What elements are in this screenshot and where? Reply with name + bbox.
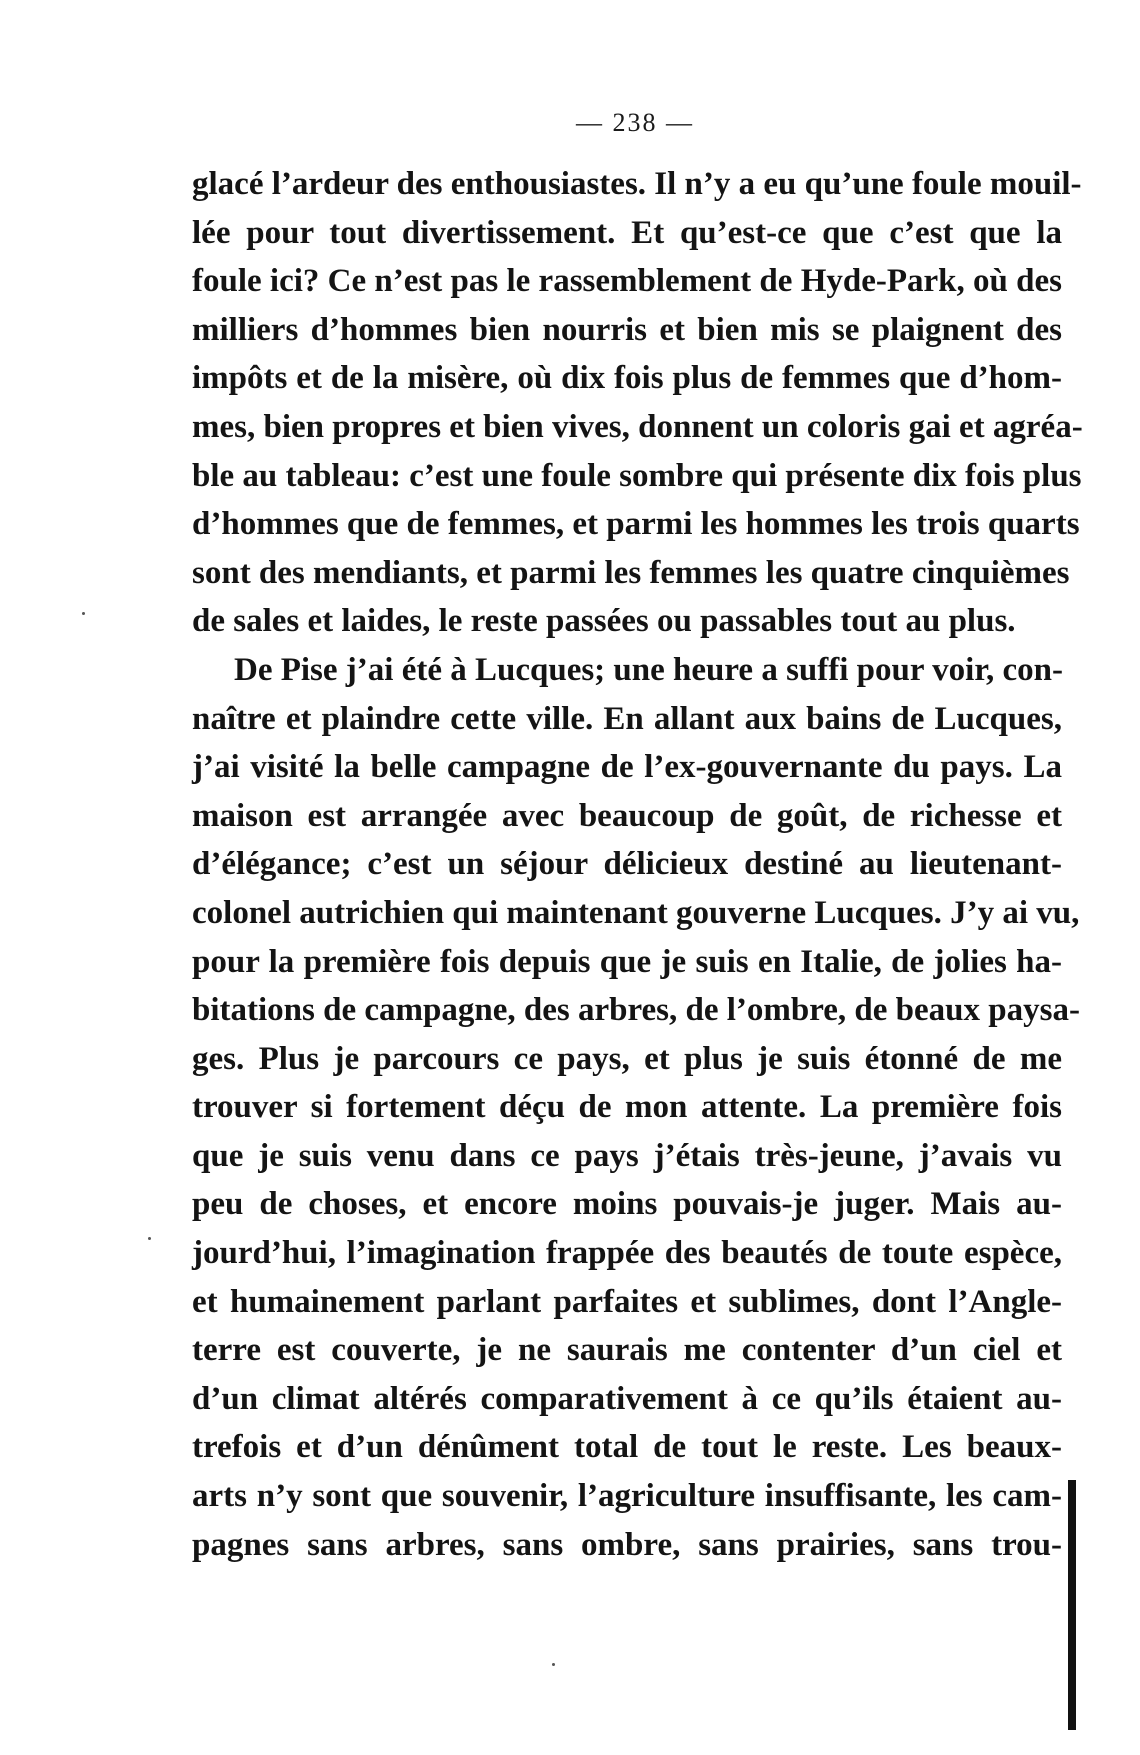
text-line: lée pour tout divertissement. Et qu’est-ce que c’est que la bbox=[192, 214, 1062, 251]
text-line: trouver si fortement déçu de mon attente. La première fois bbox=[192, 1089, 1062, 1126]
text-line: bitations de campagne, des arbres, de l’ombre, de beaux paysa- bbox=[192, 992, 1080, 1029]
text-line: de sales et laides, le reste passées ou passables tout au plus. bbox=[192, 603, 1016, 640]
body-text bbox=[192, 160, 1083, 1569]
text-line: glacé l’ardeur des enthousiastes. Il n’y a eu qu’une foule mouil- bbox=[192, 166, 1082, 202]
text-line: trefois et d’un dénûment total de tout le reste. Les beaux- bbox=[192, 1429, 1062, 1466]
text-line: mes, bien propres et bien vives, donnent un coloris gai et agréa- bbox=[192, 408, 1083, 445]
text-line: foule ici? Ce n’est pas le rassemblement de Hyde-Park, où des bbox=[192, 263, 1062, 300]
text-line: jourd’hui, l’imagination frappée des beautés de toute espèce, bbox=[192, 1235, 1062, 1272]
text-line: d’hommes que de femmes, et parmi les hommes les trois quarts bbox=[192, 506, 1080, 543]
text-line: milliers d’hommes bien nourris et bien mis se plaignent des bbox=[192, 311, 1062, 348]
text-line: sont des mendiants, et parmi les femmes les quatre cinquièmes bbox=[192, 554, 1070, 591]
paragraph-1 bbox=[192, 160, 1083, 646]
text-line: colonel autrichien qui maintenant gouverne Lucques. J’y ai vu, bbox=[192, 894, 1080, 931]
text-line: et humainement parlant parfaites et sublimes, dont l’Angle- bbox=[192, 1283, 1062, 1320]
scan-edge-shadow bbox=[1068, 1480, 1076, 1730]
text-line: pagnes sans arbres, sans ombre, sans prairies, sans trou- bbox=[192, 1526, 1062, 1563]
text-line: ble au tableau: c’est une foule sombre qui présente dix fois plus bbox=[192, 457, 1082, 494]
scan-speck bbox=[82, 612, 85, 615]
text-line: impôts et de la misère, où dix fois plus de femmes que d’hom- bbox=[192, 360, 1062, 397]
text-line: d’un climat altérés comparativement à ce qu’ils étaient au- bbox=[192, 1380, 1062, 1417]
text-line: naître et plaindre cette ville. En allant aux bains de Lucques, bbox=[192, 700, 1062, 737]
text-line: arts n’y sont que souvenir, l’agriculture insuffisante, les cam- bbox=[192, 1478, 1062, 1515]
paragraph-2 bbox=[192, 646, 1080, 1569]
text-line: maison est arrangée avec beaucoup de goût, de richesse et bbox=[192, 797, 1062, 834]
page-number: — 238 — bbox=[576, 108, 694, 137]
text-line: terre est couverte, je ne saurais me contenter d’un ciel et bbox=[192, 1332, 1062, 1369]
text-line: peu de choses, et encore moins pouvais-je juger. Mais au- bbox=[192, 1186, 1062, 1223]
text-line: d’élégance; c’est un séjour délicieux destiné au lieutenant- bbox=[192, 846, 1062, 883]
text-line: De Pise j’ai été à Lucques; une heure a suffi pour voir, con- bbox=[234, 651, 1063, 688]
scan-speck bbox=[552, 1663, 555, 1666]
text-line: j’ai visité la belle campagne de l’ex-gouvernante du pays. La bbox=[192, 749, 1062, 786]
text-line: que je suis venu dans ce pays j’étais très-jeune, j’avais vu bbox=[192, 1137, 1062, 1174]
text-line: pour la première fois depuis que je suis en Italie, de jolies ha- bbox=[192, 943, 1062, 980]
scan-speck bbox=[148, 1237, 151, 1240]
text-line: ges. Plus je parcours ce pays, et plus je suis étonné de me bbox=[192, 1040, 1062, 1077]
